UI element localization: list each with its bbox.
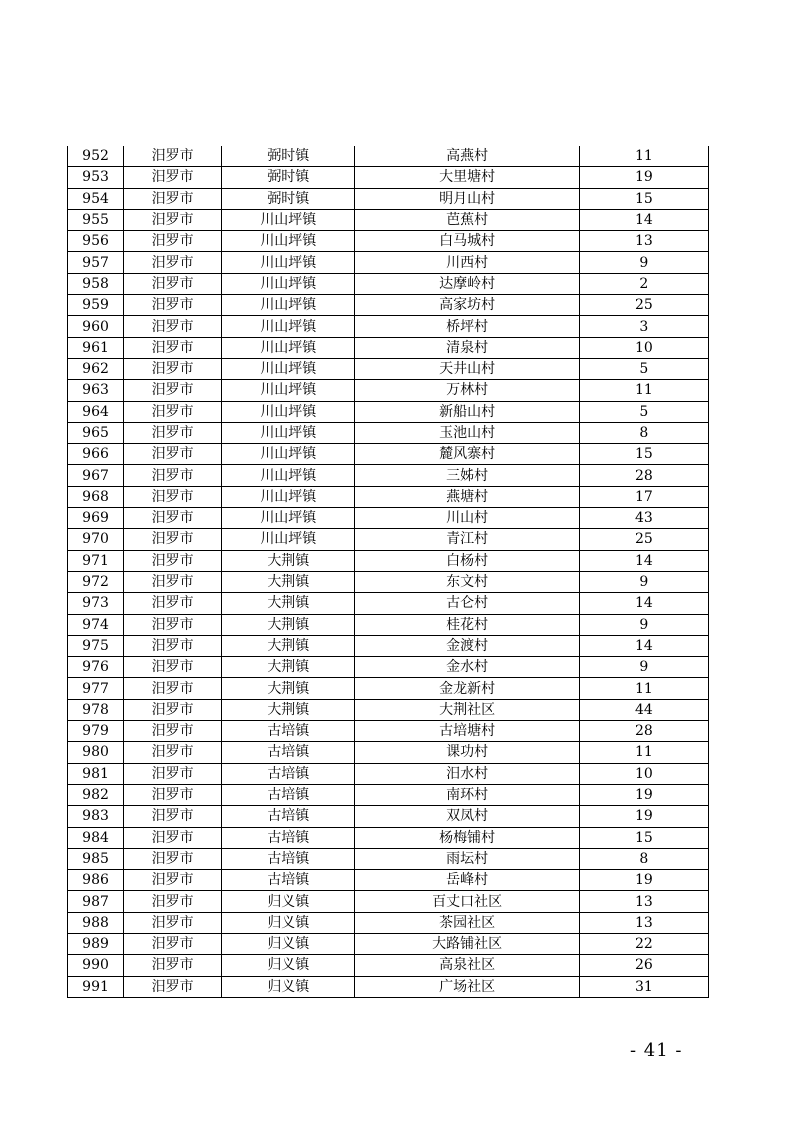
cell-count: 19 [579,784,708,805]
cell-count: 28 [579,721,708,742]
cell-count: 9 [579,614,708,635]
table-row [68,167,709,188]
cell-row-index: 981 [68,763,124,784]
cell-village: 玉池山村 [355,422,579,443]
cell-row-index: 967 [68,465,124,486]
cell-town: 大荆镇 [222,657,355,678]
cell-city: 汨罗市 [124,550,222,571]
cell-count: 2 [579,273,708,294]
cell-city: 汨罗市 [124,146,222,167]
cell-town: 川山坪镇 [222,486,355,507]
cell-row-index: 989 [68,933,124,954]
cell-town: 古培镇 [222,763,355,784]
cell-village: 金渡村 [355,635,579,656]
cell-village: 双凤村 [355,806,579,827]
cell-village: 雨坛村 [355,848,579,869]
cell-town: 川山坪镇 [222,422,355,443]
cell-row-index: 986 [68,870,124,891]
cell-count: 25 [579,529,708,550]
table-row [68,422,709,443]
cell-city: 汨罗市 [124,337,222,358]
table-row [68,870,709,891]
cell-town: 川山坪镇 [222,231,355,252]
cell-town: 大荆镇 [222,678,355,699]
cell-count: 14 [579,593,708,614]
cell-village: 大荆社区 [355,699,579,720]
cell-row-index: 952 [68,146,124,167]
cell-row-index: 980 [68,742,124,763]
cell-count: 14 [579,635,708,656]
cell-row-index: 969 [68,508,124,529]
cell-town: 川山坪镇 [222,273,355,294]
cell-village: 古仑村 [355,593,579,614]
cell-row-index: 975 [68,635,124,656]
cell-town: 川山坪镇 [222,508,355,529]
cell-city: 汨罗市 [124,721,222,742]
table-row [68,273,709,294]
cell-town: 弼时镇 [222,146,355,167]
cell-village: 桂花村 [355,614,579,635]
cell-town: 川山坪镇 [222,337,355,358]
cell-row-index: 977 [68,678,124,699]
cell-town: 弼时镇 [222,188,355,209]
cell-town: 古培镇 [222,870,355,891]
cell-row-index: 964 [68,401,124,422]
cell-town: 川山坪镇 [222,401,355,422]
cell-row-index: 965 [68,422,124,443]
table-row [68,891,709,912]
table-row [68,550,709,571]
cell-row-index: 958 [68,273,124,294]
cell-city: 汨罗市 [124,827,222,848]
cell-village: 古培塘村 [355,721,579,742]
cell-city: 汨罗市 [124,635,222,656]
cell-row-index: 970 [68,529,124,550]
table-row [68,358,709,379]
table-row [68,635,709,656]
cell-row-index: 955 [68,209,124,230]
cell-row-index: 954 [68,188,124,209]
cell-row-index: 991 [68,976,124,997]
cell-village: 金水村 [355,657,579,678]
cell-count: 5 [579,401,708,422]
cell-count: 10 [579,763,708,784]
cell-row-index: 953 [68,167,124,188]
cell-city: 汨罗市 [124,401,222,422]
cell-row-index: 979 [68,721,124,742]
table-row [68,742,709,763]
cell-village: 岳峰村 [355,870,579,891]
cell-village: 广场社区 [355,976,579,997]
village-table [67,146,709,998]
cell-count: 9 [579,657,708,678]
cell-count: 28 [579,465,708,486]
cell-town: 川山坪镇 [222,295,355,316]
table-row [68,763,709,784]
cell-city: 汨罗市 [124,912,222,933]
cell-village: 课功村 [355,742,579,763]
cell-row-index: 956 [68,231,124,252]
cell-row-index: 968 [68,486,124,507]
table-row [68,231,709,252]
cell-town: 大荆镇 [222,593,355,614]
cell-city: 汨罗市 [124,614,222,635]
table-row [68,146,709,167]
cell-count: 11 [579,146,708,167]
cell-town: 川山坪镇 [222,380,355,401]
cell-count: 19 [579,870,708,891]
table-row [68,721,709,742]
cell-village: 清泉村 [355,337,579,358]
cell-town: 古培镇 [222,848,355,869]
cell-village: 桥坪村 [355,316,579,337]
cell-village: 天井山村 [355,358,579,379]
cell-count: 31 [579,976,708,997]
cell-village: 川山村 [355,508,579,529]
cell-town: 川山坪镇 [222,252,355,273]
cell-town: 大荆镇 [222,571,355,592]
cell-count: 26 [579,955,708,976]
cell-village: 白马城村 [355,231,579,252]
page-number: - 41 - [630,1040,683,1061]
cell-row-index: 971 [68,550,124,571]
cell-village: 明月山村 [355,188,579,209]
table-row [68,593,709,614]
cell-count: 13 [579,891,708,912]
cell-count: 8 [579,848,708,869]
cell-count: 15 [579,827,708,848]
cell-town: 川山坪镇 [222,444,355,465]
table-row [68,976,709,997]
cell-city: 汨罗市 [124,763,222,784]
cell-count: 15 [579,444,708,465]
cell-count: 15 [579,188,708,209]
cell-village: 三姊村 [355,465,579,486]
table-row [68,827,709,848]
cell-count: 8 [579,422,708,443]
table-row [68,848,709,869]
cell-town: 古培镇 [222,806,355,827]
cell-town: 川山坪镇 [222,529,355,550]
table-row [68,486,709,507]
cell-count: 5 [579,358,708,379]
cell-village: 金龙新村 [355,678,579,699]
cell-village: 杨梅铺村 [355,827,579,848]
cell-village: 南环村 [355,784,579,805]
cell-village: 茶园社区 [355,912,579,933]
table-row [68,188,709,209]
cell-row-index: 957 [68,252,124,273]
cell-city: 汨罗市 [124,252,222,273]
cell-city: 汨罗市 [124,848,222,869]
cell-city: 汨罗市 [124,380,222,401]
cell-row-index: 987 [68,891,124,912]
cell-village: 高家坊村 [355,295,579,316]
cell-village: 青江村 [355,529,579,550]
cell-city: 汨罗市 [124,295,222,316]
cell-town: 归义镇 [222,912,355,933]
cell-row-index: 972 [68,571,124,592]
cell-count: 25 [579,295,708,316]
cell-city: 汨罗市 [124,742,222,763]
cell-city: 汨罗市 [124,529,222,550]
table-row [68,380,709,401]
cell-town: 古培镇 [222,827,355,848]
cell-town: 归义镇 [222,891,355,912]
cell-village: 万林村 [355,380,579,401]
table-row [68,614,709,635]
cell-village: 达摩岭村 [355,273,579,294]
table-row [68,529,709,550]
cell-city: 汨罗市 [124,955,222,976]
cell-city: 汨罗市 [124,486,222,507]
table-row [68,337,709,358]
cell-town: 归义镇 [222,955,355,976]
cell-count: 19 [579,167,708,188]
cell-city: 汨罗市 [124,870,222,891]
cell-town: 川山坪镇 [222,316,355,337]
cell-town: 川山坪镇 [222,358,355,379]
cell-count: 14 [579,209,708,230]
cell-town: 川山坪镇 [222,465,355,486]
cell-row-index: 988 [68,912,124,933]
cell-city: 汨罗市 [124,593,222,614]
cell-row-index: 976 [68,657,124,678]
cell-city: 汨罗市 [124,422,222,443]
cell-town: 古培镇 [222,742,355,763]
cell-row-index: 974 [68,614,124,635]
cell-count: 9 [579,252,708,273]
cell-city: 汨罗市 [124,444,222,465]
cell-city: 汨罗市 [124,678,222,699]
table-row [68,252,709,273]
cell-row-index: 962 [68,358,124,379]
cell-row-index: 978 [68,699,124,720]
cell-count: 13 [579,231,708,252]
cell-city: 汨罗市 [124,933,222,954]
cell-city: 汨罗市 [124,657,222,678]
cell-village: 高泉社区 [355,955,579,976]
cell-village: 新船山村 [355,401,579,422]
cell-city: 汨罗市 [124,273,222,294]
cell-city: 汨罗市 [124,465,222,486]
table-row [68,295,709,316]
cell-village: 大里塘村 [355,167,579,188]
cell-city: 汨罗市 [124,231,222,252]
cell-village: 汨水村 [355,763,579,784]
cell-town: 古培镇 [222,721,355,742]
cell-city: 汨罗市 [124,188,222,209]
cell-village: 东文村 [355,571,579,592]
table-body [68,146,709,997]
cell-count: 22 [579,933,708,954]
table-row [68,571,709,592]
cell-city: 汨罗市 [124,976,222,997]
cell-row-index: 982 [68,784,124,805]
table-row [68,912,709,933]
cell-village: 白杨村 [355,550,579,571]
cell-city: 汨罗市 [124,209,222,230]
table-row [68,699,709,720]
table-row [68,465,709,486]
cell-town: 弼时镇 [222,167,355,188]
cell-count: 11 [579,380,708,401]
cell-city: 汨罗市 [124,571,222,592]
cell-count: 19 [579,806,708,827]
cell-row-index: 959 [68,295,124,316]
cell-city: 汨罗市 [124,316,222,337]
cell-row-index: 984 [68,827,124,848]
cell-count: 43 [579,508,708,529]
cell-row-index: 961 [68,337,124,358]
cell-town: 大荆镇 [222,699,355,720]
cell-village: 百丈口社区 [355,891,579,912]
cell-city: 汨罗市 [124,699,222,720]
cell-count: 9 [579,571,708,592]
table-row [68,444,709,465]
cell-village: 大路铺社区 [355,933,579,954]
cell-town: 大荆镇 [222,550,355,571]
cell-village: 高燕村 [355,146,579,167]
cell-city: 汨罗市 [124,358,222,379]
cell-count: 10 [579,337,708,358]
table-row [68,784,709,805]
cell-row-index: 966 [68,444,124,465]
cell-town: 大荆镇 [222,635,355,656]
cell-row-index: 985 [68,848,124,869]
cell-town: 古培镇 [222,784,355,805]
cell-town: 归义镇 [222,976,355,997]
cell-count: 11 [579,742,708,763]
cell-row-index: 973 [68,593,124,614]
cell-city: 汨罗市 [124,508,222,529]
cell-town: 川山坪镇 [222,209,355,230]
cell-row-index: 990 [68,955,124,976]
cell-count: 17 [579,486,708,507]
table-row [68,508,709,529]
table-row [68,806,709,827]
table-row [68,933,709,954]
cell-village: 燕塘村 [355,486,579,507]
cell-village: 川西村 [355,252,579,273]
cell-row-index: 983 [68,806,124,827]
cell-city: 汨罗市 [124,891,222,912]
cell-count: 14 [579,550,708,571]
cell-city: 汨罗市 [124,806,222,827]
cell-town: 大荆镇 [222,614,355,635]
cell-count: 13 [579,912,708,933]
cell-row-index: 960 [68,316,124,337]
table-row [68,955,709,976]
cell-count: 11 [579,678,708,699]
cell-count: 3 [579,316,708,337]
cell-village: 麓风寨村 [355,444,579,465]
table-row [68,209,709,230]
table-row [68,401,709,422]
cell-row-index: 963 [68,380,124,401]
cell-city: 汨罗市 [124,167,222,188]
cell-village: 芭蕉村 [355,209,579,230]
cell-count: 44 [579,699,708,720]
table-row [68,316,709,337]
cell-city: 汨罗市 [124,784,222,805]
cell-town: 归义镇 [222,933,355,954]
table-row [68,657,709,678]
table-row [68,678,709,699]
